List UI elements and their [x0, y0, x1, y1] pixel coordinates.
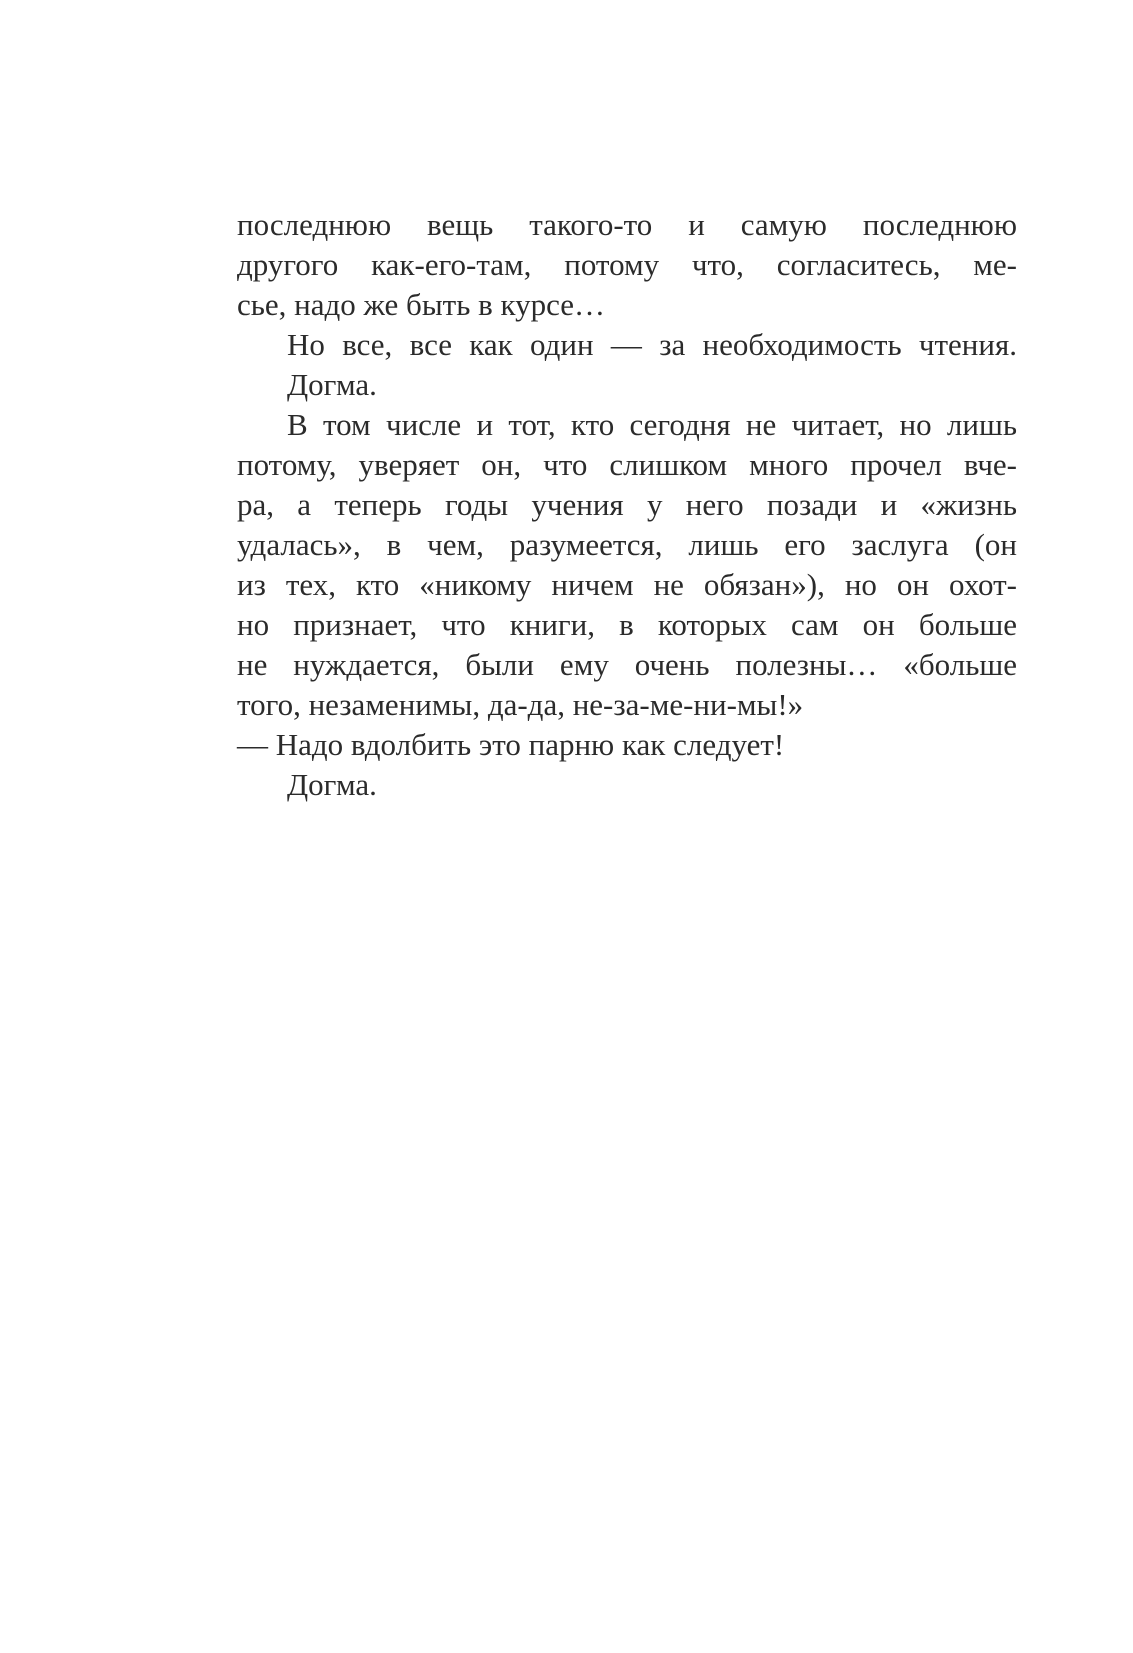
body-text — [237, 205, 1017, 805]
text-line: но признает, что книги, в которых сам он больше — [237, 607, 1017, 642]
text-line: из тех, кто «никому ничем не обязан»), но он охот- — [237, 567, 1017, 602]
text-line: удалась», в чем, разумеется, лишь его заслуга (он — [237, 527, 1017, 562]
text-line: другого как-его-там, потому что, согласитесь, ме- — [237, 247, 1017, 282]
text-line: сье, надо же быть в курсе… — [237, 287, 605, 322]
text-line: — Надо вдолбить это парню как следует! — [237, 727, 785, 762]
text-line: ра, а теперь годы учения у него позади и «жизнь — [237, 487, 1017, 522]
text-line: того, незаменимы, да-да, не-за-ме-ни-мы!» — [237, 687, 804, 722]
text-line: потому, уверяет он, что слишком много прочел вче- — [237, 447, 1017, 482]
text-line: Догма. — [287, 767, 377, 802]
text-line: последнюю вещь такого-то и самую последнюю — [237, 207, 1017, 242]
text-line: Но все, все как один — за необходимость чтения. — [287, 327, 1017, 362]
text-line: не нуждается, были ему очень полезны… «больше — [237, 647, 1017, 682]
text-line: В том числе и тот, кто сегодня не читает, но лишь — [287, 407, 1017, 442]
text-line: Догма. — [287, 367, 377, 402]
